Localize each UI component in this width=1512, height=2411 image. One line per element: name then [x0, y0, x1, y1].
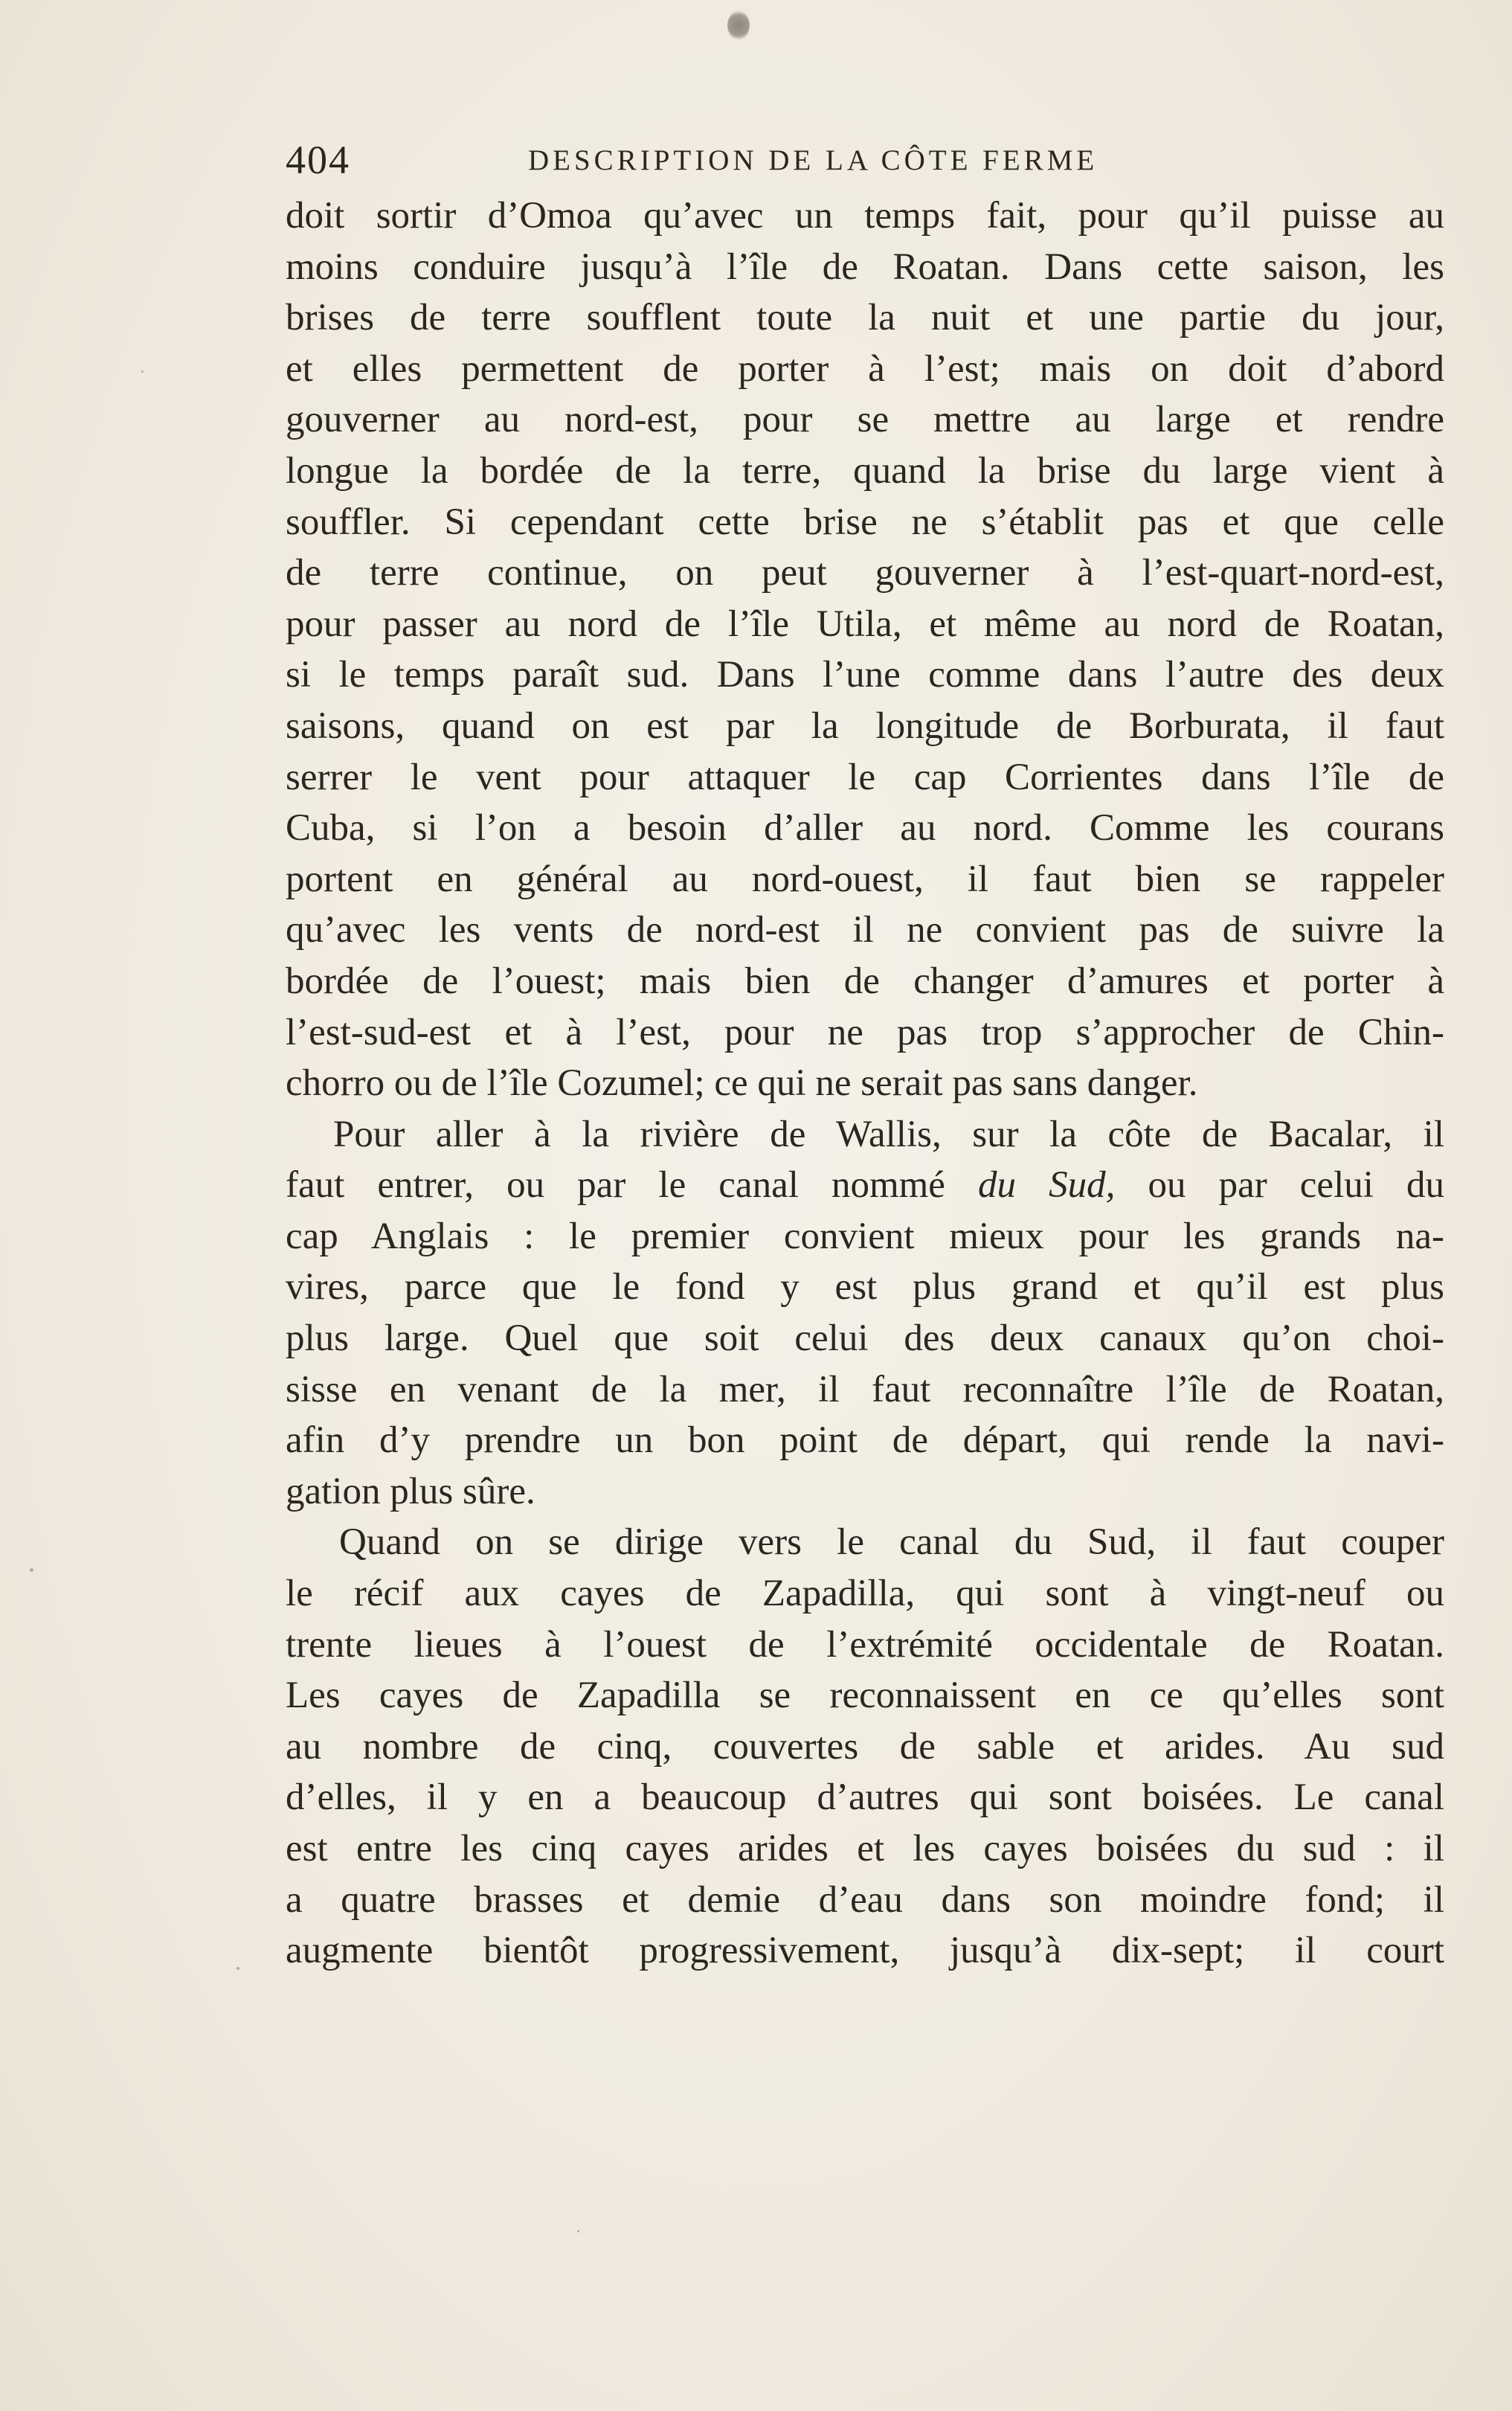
text-line: d’elles, il y en a beaucoup d’autres qui sont boisées. Le canal — [286, 1776, 1444, 1819]
page-number: 404 — [286, 138, 350, 182]
text-line: cap Anglais : le premier convient mieux pour les grands na- — [286, 1215, 1444, 1257]
paragraph-start-line: Pour aller à la rivière de Wallis, sur la côte de Bacalar, il — [333, 1113, 1444, 1155]
text-line: Cuba, si l’on a besoin d’aller au nord. Comme les courans — [286, 807, 1444, 850]
text-line: gouverner au nord-est, pour se mettre au large et rendre — [286, 399, 1444, 441]
text-segment: ou par celui du — [1148, 1164, 1444, 1207]
text-line: gation plus sûre. — [286, 1470, 535, 1512]
paragraph-start-line: Quand on se dirige vers le canal du Sud, il faut couper — [339, 1521, 1444, 1564]
text-line: le récif aux cayes de Zapadilla, qui sont à vingt-neuf ou — [286, 1573, 1444, 1615]
text-line: plus large. Quel que soit celui des deux canaux qu’on choi- — [286, 1317, 1444, 1360]
text-line: afin d’y prendre un bon point de départ, qui rende la navi- — [286, 1419, 1444, 1462]
paper-speck — [237, 1967, 239, 1970]
text-line: au nombre de cinq, couvertes de sable et arides. Au sud — [286, 1725, 1444, 1768]
text-line: augmente bientôt progressivement, jusqu’à dix-sept; il court — [286, 1930, 1444, 1972]
body-text — [286, 190, 1444, 1977]
paper-speck — [30, 1568, 33, 1572]
italic-text: du Sud, — [978, 1164, 1116, 1207]
text-line: Les cayes de Zapadilla se reconnaissent en ce qu’elles sont — [286, 1675, 1444, 1717]
text-line: pour passer au nord de l’île Utila, et même au nord de Roatan, — [286, 603, 1444, 645]
text-line: trente lieues à l’ouest de l’extrémité occidentale de Roatan. — [286, 1623, 1444, 1666]
text-line: l’est-sud-est et à l’est, pour ne pas trop s’approcher de Chin- — [286, 1011, 1444, 1053]
text-line: sisse en venant de la mer, il faut reconnaître l’île de Roatan, — [286, 1368, 1444, 1410]
page-header — [286, 134, 1444, 186]
ink-blot — [727, 10, 750, 40]
text-line: si le temps paraît sud. Dans l’une comme dans l’autre des deux — [286, 654, 1444, 696]
text-line: et elles permettent de porter à l’est; mais on doit d’abord — [286, 347, 1444, 390]
text-line: qu’avec les vents de nord-est il ne convient pas de suivre la — [286, 909, 1444, 951]
paper-speck — [141, 370, 144, 373]
text-line: portent en général au nord-ouest, il faut bien se rappeler — [286, 858, 1444, 900]
text-line: chorro ou de l’île Cozumel; ce qui ne serait pas sans danger. — [286, 1062, 1198, 1105]
text-line: serrer le vent pour attaquer le cap Corrientes dans l’île de — [286, 756, 1444, 798]
text-line: brises de terre soufflent toute la nuit et une partie du jour, — [286, 297, 1444, 339]
text-line: a quatre brasses et demie d’eau dans son moindre fond; il — [286, 1878, 1444, 1921]
text-line: saisons, quand on est par la longitude de Borburata, il faut — [286, 704, 1444, 747]
text-line: longue la bordée de la terre, quand la brise du large vient à — [286, 449, 1444, 492]
text-line: bordée de l’ouest; mais bien de changer d’amures et porter à — [286, 960, 1444, 1002]
text-line-with-italic — [286, 1160, 1444, 1211]
text-line: de terre continue, on peut gouverner à l’est-quart-nord-est, — [286, 552, 1444, 594]
running-title: DESCRIPTION DE LA CÔTE FERME — [528, 144, 1098, 176]
text-line: moins conduire jusqu’à l’île de Roatan. Dans cette saison, les — [286, 245, 1444, 288]
text-segment: faut entrer, ou par le canal nommé — [286, 1164, 945, 1207]
text-line: doit sortir d’Omoa qu’avec un temps fait, pour qu’il puisse au — [286, 195, 1444, 237]
text-line: souffler. Si cependant cette brise ne s’établit pas et que celle — [286, 501, 1444, 543]
text-line: vires, parce que le fond y est plus grand et qu’il est plus — [286, 1266, 1444, 1309]
paper-speck — [577, 2230, 579, 2232]
text-line: est entre les cinq cayes arides et les cayes boisées du sud : il — [286, 1828, 1444, 1869]
